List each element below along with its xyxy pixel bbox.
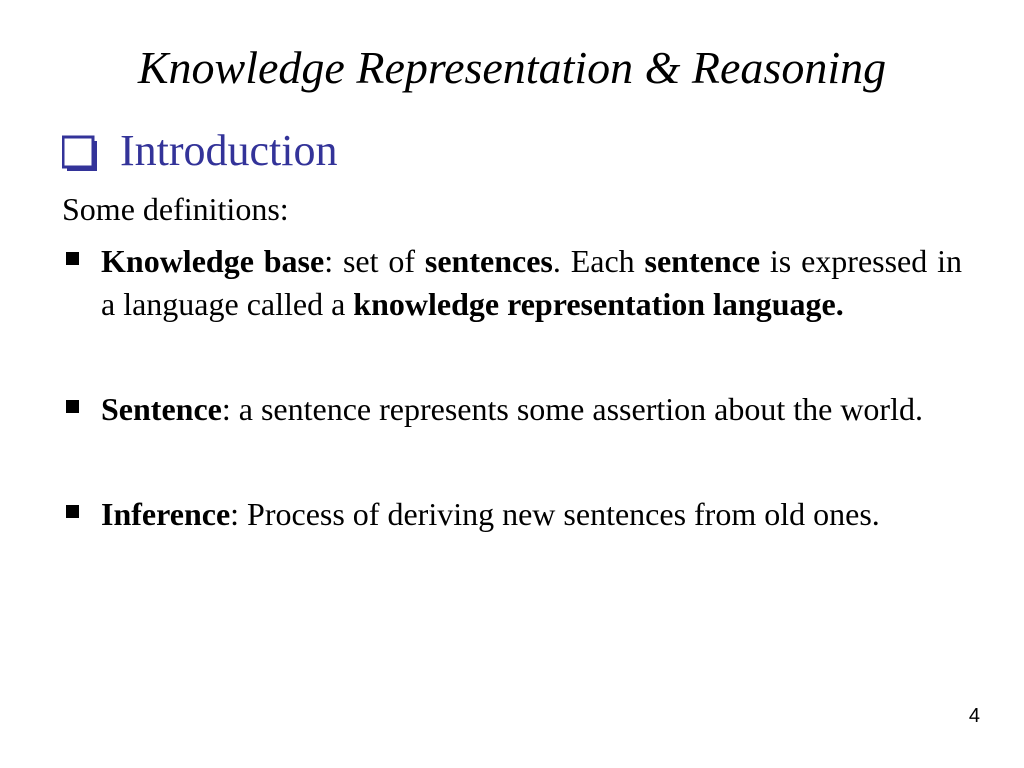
section-heading bbox=[62, 124, 338, 178]
definition-text bbox=[101, 391, 923, 427]
term-inference: Inference bbox=[101, 496, 231, 532]
intro-text: Some definitions: bbox=[62, 191, 289, 227]
text-fragment: : Process of deriving new sentences from old ones. bbox=[230, 496, 880, 532]
checkbox-square-icon bbox=[62, 127, 106, 175]
section-heading-label: Introduction bbox=[120, 126, 338, 175]
text-fragment: . Each bbox=[552, 243, 645, 279]
definition-item-inference bbox=[62, 493, 962, 536]
definition-item-knowledge-base bbox=[62, 240, 962, 326]
definition-text bbox=[101, 243, 962, 322]
square-bullet-icon bbox=[66, 505, 79, 518]
slide-title: Knowledge Representation & Reasoning bbox=[137, 42, 887, 93]
term-sentence: Sentence bbox=[101, 391, 222, 427]
definition-list bbox=[62, 240, 962, 536]
text-fragment: is expressed in a language called a bbox=[101, 243, 963, 322]
term-knowledge-representation-language: knowledge representation language. bbox=[353, 286, 844, 322]
text-fragment: : set of bbox=[324, 243, 425, 279]
square-bullet-icon bbox=[66, 252, 79, 265]
term-sentence: sentence bbox=[644, 243, 761, 279]
definition-text bbox=[101, 496, 880, 532]
definition-item-sentence bbox=[62, 388, 962, 431]
term-knowledge-base: Knowledge base bbox=[101, 243, 325, 279]
page-number: 4 bbox=[968, 705, 980, 727]
term-sentences: sentences bbox=[424, 243, 553, 279]
text-fragment: : a sentence represents some assertion about the world. bbox=[221, 391, 923, 427]
square-bullet-icon bbox=[66, 400, 79, 413]
